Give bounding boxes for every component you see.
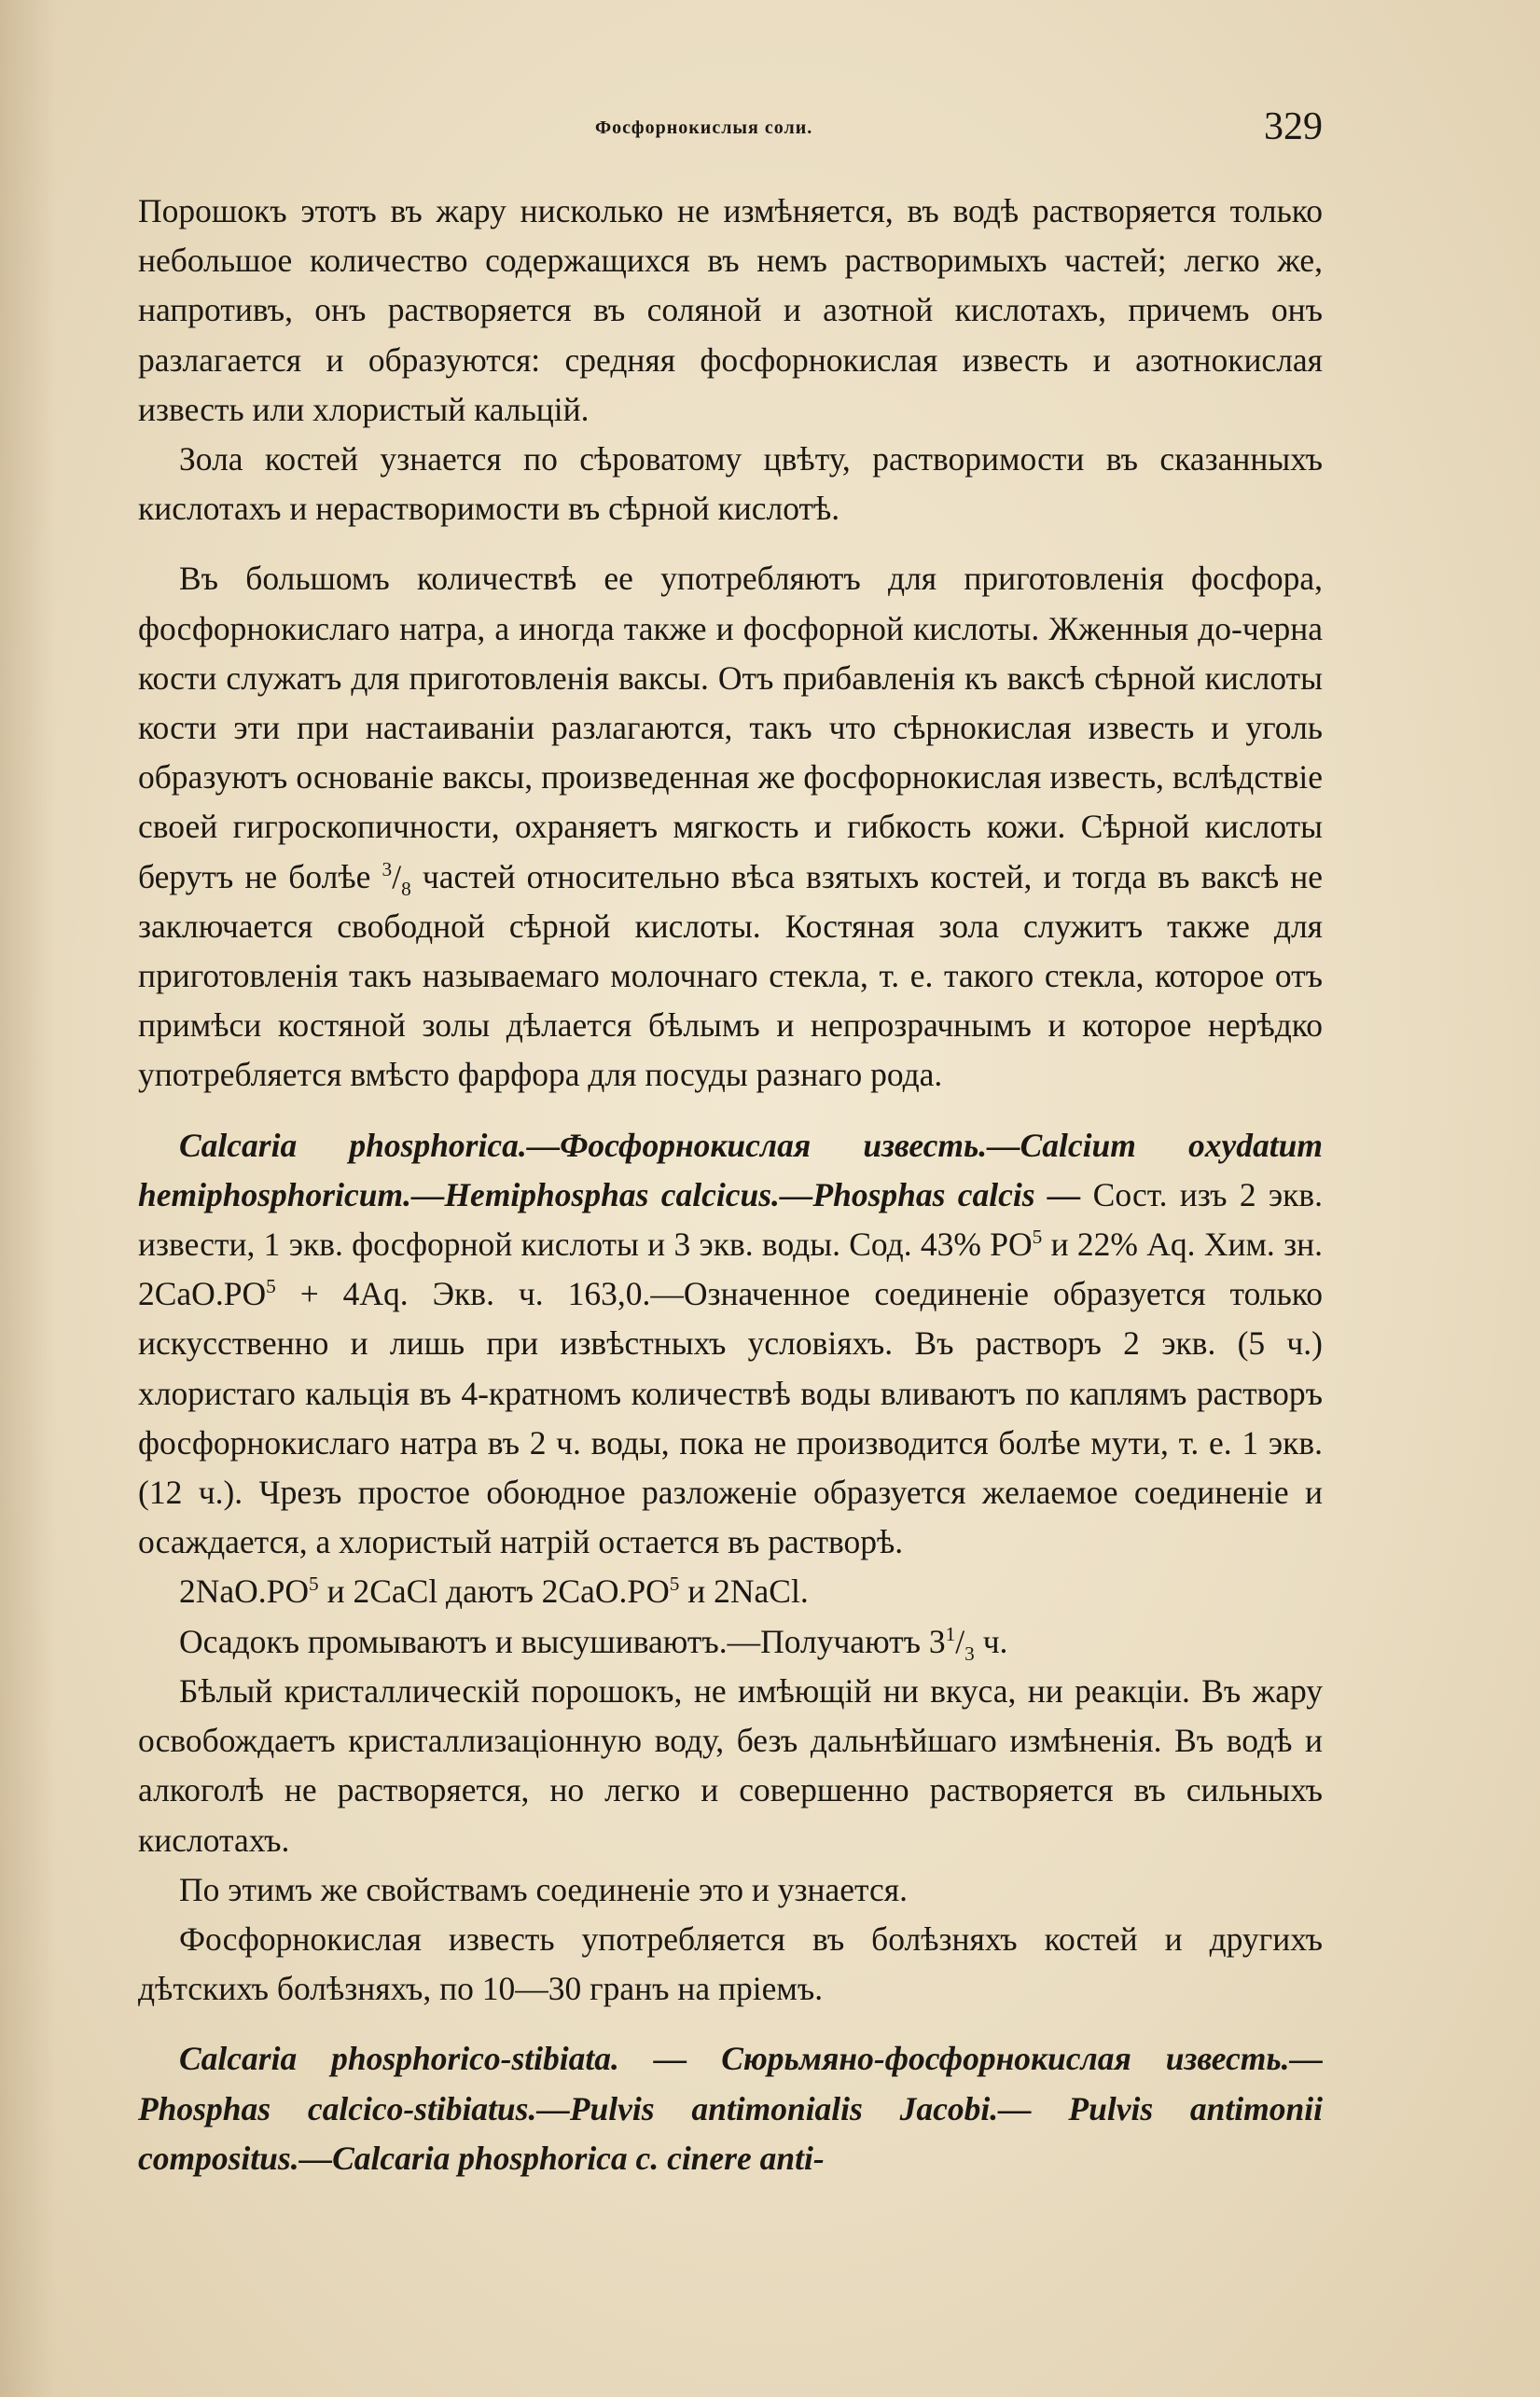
fraction-numerator: 3 <box>382 857 393 880</box>
paragraph-precipitate: Осадокъ промываютъ и высушиваютъ.—Получаютъ $3^1/_3$ ч. <box>179 1622 1008 1665</box>
paragraph-calcaria-stibiata: Calcaria phosphorico-stibiata. — Сюрьмяно-фосфорнокислая известь.— Phosphas calcico-stibiatus.—Pulvis antimonialis Jacobi.— Pulvis antimonii compositus.—Calcaria phosphorica c. cinere anti- <box>138 2040 1323 2177</box>
formula-superscript-b: 5 <box>669 1573 680 1596</box>
composition-text-a: Сост. изъ 2 экв. извести, 1 экв. фосфорной кислоты и 3 экв. воды. Сод. 43% PO <box>138 1175 1323 1264</box>
formula-part-c: и 2NaCl. <box>679 1573 809 1611</box>
precipitate-text-a: Осадокъ промываютъ и высушиваютъ.—Получаютъ 3 <box>179 1622 946 1660</box>
paragraph-recognition: По этимъ же свойствамъ соединеніе это и узнается. <box>179 1870 908 1908</box>
running-title: Фосфорнокислыя соли. <box>595 118 813 138</box>
precipitate-text-b: ч. <box>974 1622 1008 1660</box>
formula-part-a: 2NaO.PO <box>179 1573 310 1611</box>
uses-text-part-2: частей относительно вѣса взятыхъ костей, и тогда въ ваксѣ не заключается свободной сѣрной кислоты. Костяная зола служитъ также для приготовленія такъ называемаго молочнаго стекла, т. е. такого стекла, которое отъ примѣси костяной золы дѣлается бѣлымъ и непрозрачнымъ и которое нерѣдко употребляется вмѣсто фарфора для посуды разнаго рода. <box>138 857 1323 1094</box>
paragraph-powder-properties: Порошокъ этотъ въ жару нисколько не измѣняется, въ водѣ растворяется только небольшое количество содержащихся въ немъ растворимыхъ частей; легко же, напротивъ, онъ растворяется въ соляной и азотной кислотахъ, причемъ онъ разлагается и образуются: средняя фосфорнокислая известь и азотнокислая известь или хлористый кальцій. <box>138 192 1323 428</box>
composition-text-c: + 4Aq. Экв. ч. 163,0.—Означенное соединеніе образуется только искусственно и лишь при извѣстныхъ условіяхъ. Въ растворъ 2 экв. (5 ч.) хлористаго кальція въ 4-кратномъ количествѣ воды вливаютъ по каплямъ растворъ фосфорнокислаго натра въ 2 ч. воды, пока не производится болѣе мути, т. е. 1 экв. (12 ч.). Чрезъ простое обоюдное разложеніе образуется желаемое соединеніе и осаждается, а хлористый натрій остается въ растворѣ. <box>138 1275 1323 1561</box>
reaction-formula <box>179 1567 1323 1616</box>
paragraph-bone-ash-uses: Въ большомъ количествѣ ее употребляютъ для приготовленія фосфора, фосфорнокислаго натра, а иногда также и фосфорной кислоты. Жженныя до-черна кости служатъ для приготовленія ваксы. Отъ прибавленія къ ваксѣ сѣрной кислоты кости эти при настаиваніи разлагаются, такъ что сѣрнокислая известь и уголь образуютъ основаніе ваксы, произведенная же фосфорнокислая известь, вслѣдствіе своей гигроскопичности, охраняетъ мягкость и гибкость кожи. Сѣрной кислоты берутъ не болѣе $^3/_8$ частей относительно вѣса взятыхъ костей, и тогда въ ваксѣ не заключается свободной сѣрной кислоты. Костяная зола служитъ также для приготовленія такъ называемаго молочнаго стекла, т. е. такого стекла, которое отъ примѣси костяной золы дѣлается бѣлымъ и непрозрачнымъ и которое нерѣдко употребляется вмѣсто фарфора для посуды разнаго рода. <box>138 560 1323 1094</box>
binding-shadow <box>0 0 56 2397</box>
composition-text-b: и 22% Aq. Хим. зн. 2CaO.PO <box>138 1226 1324 1313</box>
paragraph-calcaria-phosphorica <box>138 1121 1323 1568</box>
formula-part-b: и 2CaCl даютъ 2CaO.PO <box>318 1573 670 1611</box>
calcaria-phosphorica-heading: Calcaria phosphorica.—Фосфорнокислая известь.—Calcium oxydatum hemiphosphoricum.—Hemiphosphas calcicus.—Phosphas calcis — <box>138 1126 1323 1213</box>
yield-fraction-denominator: 3 <box>964 1642 975 1665</box>
yield-fraction-numerator: 1 <box>945 1622 956 1645</box>
superscript-5-b: 5 <box>266 1275 276 1298</box>
paragraph-white-powder: Бѣлый кристаллическій порошокъ, не имѣющій ни вкуса, ни реакціи. Въ жару освобождаетъ кристаллизаціонную воду, безъ дальнѣйшаго измѣненія. Въ водѣ и алкоголѣ не растворяется, но легко и совершенно растворяется въ сильныхъ кислотахъ. <box>138 1671 1323 1859</box>
uses-text-part-1: Въ большомъ количествѣ ее употребляютъ для приготовленія фосфора, фосфорнокислаго натра, а иногда также и фосфорной кислоты. Жженныя до-черна кости служатъ для приготовленія ваксы. Отъ прибавленія къ ваксѣ сѣрной кислоты кости эти при настаиваніи разлагаются, такъ что сѣрнокислая известь и уголь образуютъ основаніе ваксы, произведенная же фосфорнокислая известь, вслѣдствіе своей гигроскопичности, охраняетъ мягкость и гибкость кожи. Сѣрной кислоты берутъ не болѣе <box>138 560 1323 895</box>
page-header <box>138 104 1323 160</box>
paragraph-medical-use: Фосфорнокислая известь употребляется въ болѣзняхъ костей и другихъ дѣтскихъ болѣзняхъ, по 10—30 гранъ на пріемъ. <box>138 1919 1323 2008</box>
formula-superscript-a: 5 <box>309 1573 319 1596</box>
page-number: 329 <box>1264 105 1323 148</box>
fraction-denominator: 8 <box>401 877 411 900</box>
paragraph-bone-ash-recognition: Зола костей узнается по сѣроватому цвѣту, растворимости въ сказанныхъ кислотахъ и нерастворимости въ сѣрной кислотѣ. <box>138 440 1323 528</box>
superscript-5-a: 5 <box>1032 1226 1043 1249</box>
body-text <box>138 187 1323 2183</box>
